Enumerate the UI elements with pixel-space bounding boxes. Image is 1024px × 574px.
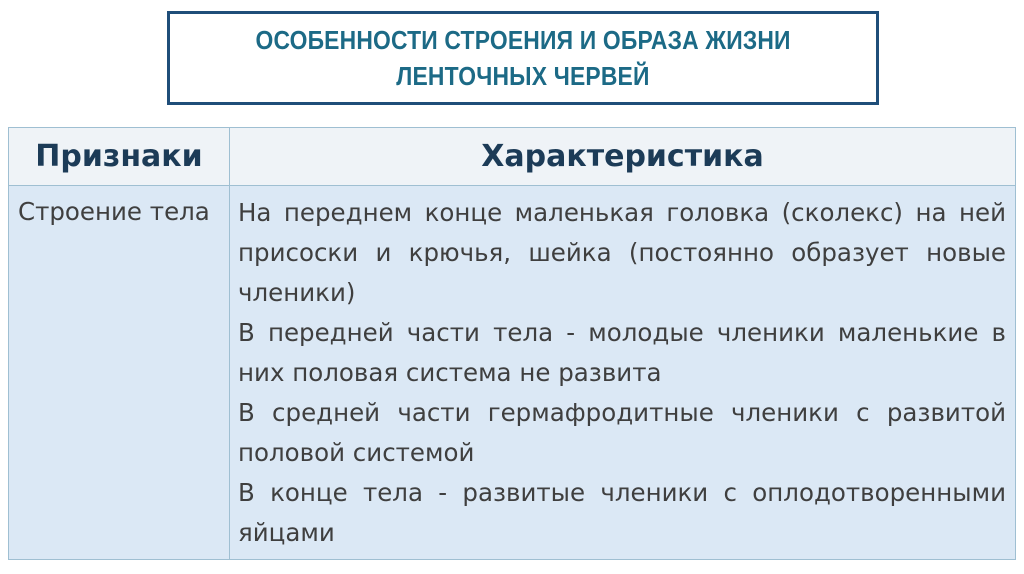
sign-cell: Строение тела — [9, 186, 230, 560]
header-characteristic: Характеристика — [230, 128, 1016, 186]
characteristic-item: На переднем конце маленькая головка (сколекс) на ней присоски и крючья, шейка (постоянно образует новые членики) — [238, 198, 1006, 307]
characteristic-item: В передней части тела - молодые членики маленькие в них половая система не развита — [238, 318, 1006, 387]
characteristic-item: В конце тела - развитые членики с оплодотворенными яйцами — [238, 478, 1006, 547]
table-row — [9, 186, 1016, 560]
slide-title-line-2: ЛЕНТОЧНЫХ ЧЕРВЕЙ — [396, 61, 650, 91]
characteristic-cell — [230, 186, 1016, 560]
characteristic-item: В средней части гермафродитные членики с развитой половой системой — [238, 398, 1006, 467]
features-table — [8, 127, 1016, 560]
header-signs: Признаки — [9, 128, 230, 186]
slide-title-line-1: ОСОБЕННОСТИ СТРОЕНИЯ И ОБРАЗА ЖИЗНИ — [255, 25, 791, 55]
table-header-row — [9, 128, 1016, 186]
slide-title-box — [167, 11, 879, 105]
